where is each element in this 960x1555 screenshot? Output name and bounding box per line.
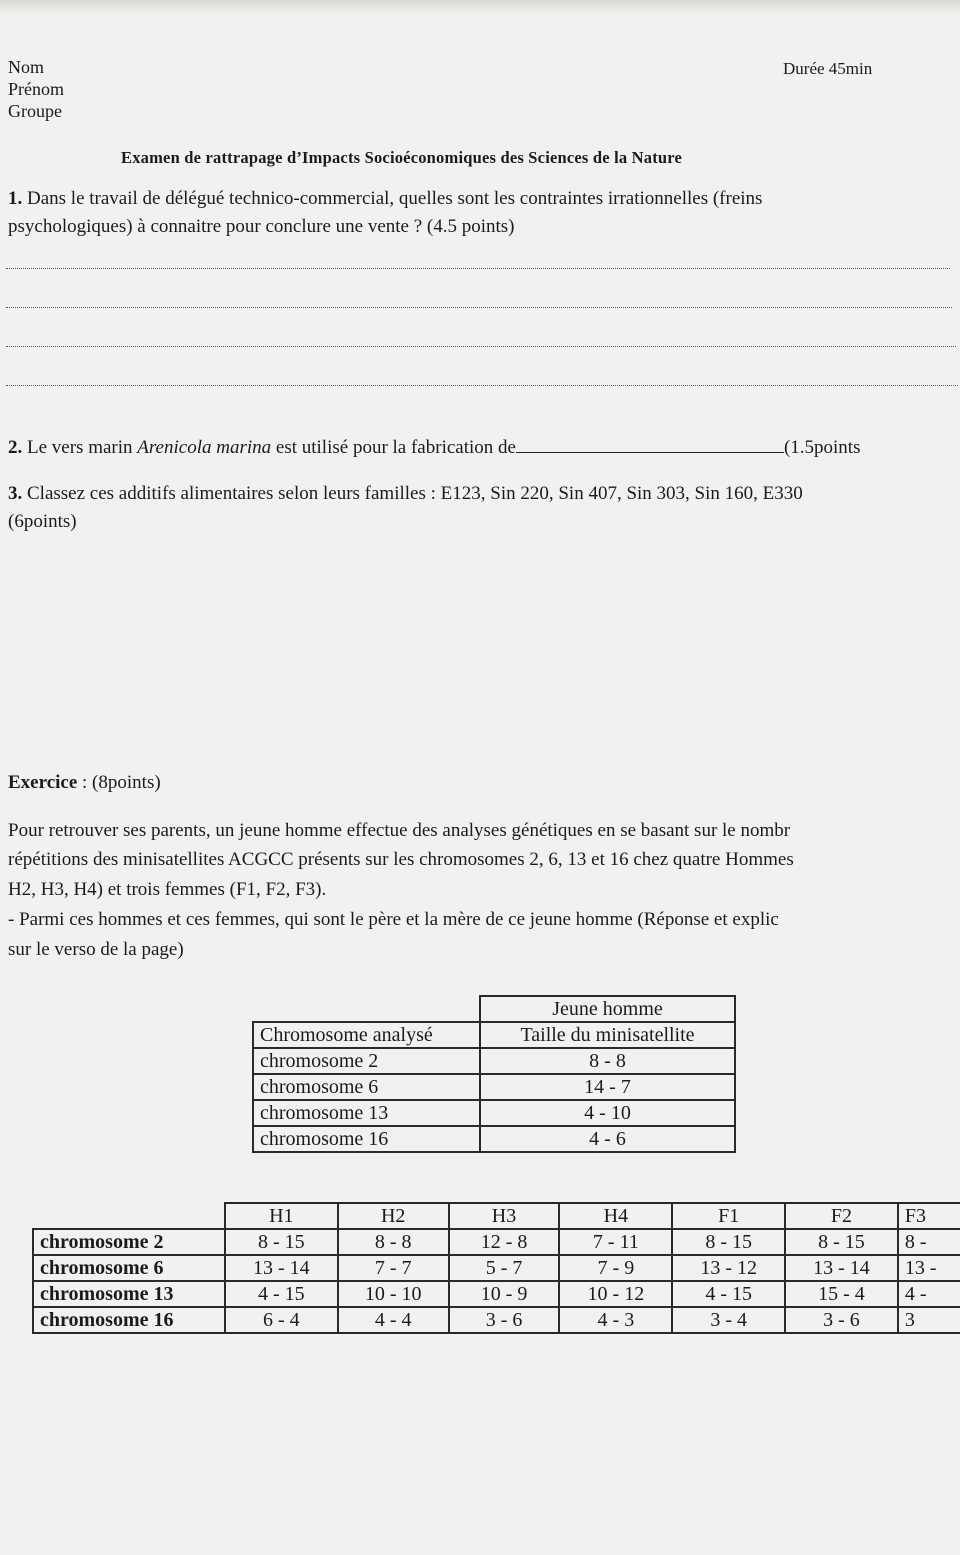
cell-value: 3 - 6 <box>449 1307 560 1333</box>
row-label: chromosome 6 <box>253 1074 480 1100</box>
row-label: chromosome 6 <box>33 1255 225 1281</box>
young-man-table <box>252 995 736 1153</box>
cell-value: 4 - 10 <box>480 1100 735 1126</box>
cell-value: 13 - 14 <box>225 1255 338 1281</box>
question-3-number: 3. <box>8 483 23 504</box>
exercise-points: : (8points) <box>77 772 161 793</box>
cell-value: 15 - 4 <box>785 1281 898 1307</box>
duration-label: Durée 45min <box>783 59 873 78</box>
exercise-paragraph-line3: H2, H3, H4) et trois femmes (F1, F2, F3). <box>8 879 327 900</box>
exercise-paragraph-line2: répétitions des minisatellites ACGCC présents sur les chromosomes 2, 6, 13 et 16 chez quatre Hommes <box>8 849 794 870</box>
col-header: F2 <box>785 1203 898 1229</box>
species-name: Arenicola marina <box>137 437 272 458</box>
candidates-header-row <box>33 1203 960 1229</box>
groupe-label: Groupe <box>8 101 62 121</box>
cell-value: 10 - 9 <box>449 1281 560 1307</box>
row-label: chromosome 16 <box>253 1126 480 1152</box>
exercise-label: Exercice <box>8 772 78 793</box>
page-top-shadow <box>0 0 960 14</box>
exercise-question-line1: - Parmi ces hommes et ces femmes, qui sont le père et la mère de ce jeune homme (Réponse et explic <box>8 909 779 930</box>
row-label: chromosome 13 <box>33 1281 225 1307</box>
cell-value: 10 - 12 <box>559 1281 672 1307</box>
row-label: chromosome 2 <box>33 1229 225 1255</box>
col-header: H1 <box>225 1203 338 1229</box>
question-2-text-before: Le vers marin <box>27 437 138 458</box>
row-label: chromosome 16 <box>33 1307 225 1333</box>
cell-value: 8 - 15 <box>672 1229 785 1255</box>
table-row <box>33 1229 960 1255</box>
question-2-answer-blank[interactable] <box>516 436 784 453</box>
col-header-taille: Taille du minisatellite <box>480 1022 735 1048</box>
question-1-number: 1. <box>8 188 23 209</box>
table-row <box>33 1255 960 1281</box>
cell-value: 7 - 9 <box>559 1255 672 1281</box>
answer-line-3[interactable] <box>6 346 956 347</box>
empty-corner-cell <box>33 1203 225 1229</box>
cell-value: 3 - 4 <box>672 1307 785 1333</box>
col-header: F1 <box>672 1203 785 1229</box>
empty-corner-cell <box>253 996 480 1022</box>
answer-line-4[interactable] <box>6 385 958 386</box>
exam-title: Examen de rattrapage d’Impacts Socioéconomiques des Sciences de la Nature <box>121 148 683 167</box>
question-3 <box>8 480 803 508</box>
exercise-question-line2: sur le verso de la page) <box>8 939 184 960</box>
cell-value: 6 - 4 <box>225 1307 338 1333</box>
cell-value: 10 - 10 <box>338 1281 449 1307</box>
cell-value: 13 - 12 <box>672 1255 785 1281</box>
cell-value: 13 - 14 <box>785 1255 898 1281</box>
question-2-points: (1.5points <box>783 437 861 458</box>
cell-value: 3 <box>898 1307 960 1333</box>
answer-line-1[interactable] <box>6 268 950 269</box>
cell-value: 8 - 8 <box>480 1048 735 1074</box>
cell-value: 8 - 15 <box>225 1229 338 1255</box>
cell-value: 13 - <box>898 1255 960 1281</box>
table-row <box>253 1048 735 1074</box>
cell-value: 4 - 4 <box>338 1307 449 1333</box>
col-header: H4 <box>559 1203 672 1229</box>
exercise-heading <box>8 769 161 797</box>
table-row <box>253 1074 735 1100</box>
table-row <box>33 1307 960 1333</box>
cell-value: 4 - <box>898 1281 960 1307</box>
answer-line-2[interactable] <box>6 307 952 308</box>
candidates-table <box>32 1202 960 1334</box>
prenom-label: Prénom <box>8 79 64 99</box>
question-2-number: 2. <box>8 437 23 458</box>
cell-value: 4 - 15 <box>225 1281 338 1307</box>
cell-value: 3 - 6 <box>785 1307 898 1333</box>
table-row <box>253 1126 735 1152</box>
col-header: H2 <box>338 1203 449 1229</box>
question-1-line1: Dans le travail de délégué technico-commercial, quelles sont les contraintes irrationnelles (freins <box>27 188 763 209</box>
question-1-line2: psychologiques) à connaitre pour conclure une vente ? (4.5 points) <box>8 216 515 237</box>
question-2-text-after: est utilisé pour la fabrication de <box>271 437 516 458</box>
cell-value: 4 - 6 <box>480 1126 735 1152</box>
row-label: chromosome 2 <box>253 1048 480 1074</box>
question-1 <box>8 185 762 213</box>
col-header: F3 <box>898 1203 960 1229</box>
nom-label: Nom <box>8 57 44 77</box>
col-header-chromosome: Chromosome analysé <box>253 1022 480 1048</box>
cell-value: 4 - 3 <box>559 1307 672 1333</box>
table-row <box>253 1100 735 1126</box>
young-man-table-group-row <box>253 996 735 1022</box>
cell-value: 5 - 7 <box>449 1255 560 1281</box>
cell-value: 4 - 15 <box>672 1281 785 1307</box>
cell-value: 12 - 8 <box>449 1229 560 1255</box>
cell-value: 14 - 7 <box>480 1074 735 1100</box>
exercise-paragraph-line1: Pour retrouver ses parents, un jeune homme effectue des analyses génétiques en se basant sur le nombr <box>8 820 791 841</box>
cell-value: 8 - 8 <box>338 1229 449 1255</box>
cell-value: 8 - 15 <box>785 1229 898 1255</box>
young-man-table-header-row <box>253 1022 735 1048</box>
question-3-points: (6points) <box>8 511 77 532</box>
question-3-line1: Classez ces additifs alimentaires selon leurs familles : E123, Sin 220, Sin 407, Sin 303, Sin 160, E330 <box>27 483 803 504</box>
table-row <box>33 1281 960 1307</box>
cell-value: 7 - 11 <box>559 1229 672 1255</box>
row-label: chromosome 13 <box>253 1100 480 1126</box>
question-2 <box>8 434 860 462</box>
col-header: H3 <box>449 1203 560 1229</box>
group-header-jeune-homme: Jeune homme <box>480 996 735 1022</box>
cell-value: 8 - <box>898 1229 960 1255</box>
cell-value: 7 - 7 <box>338 1255 449 1281</box>
